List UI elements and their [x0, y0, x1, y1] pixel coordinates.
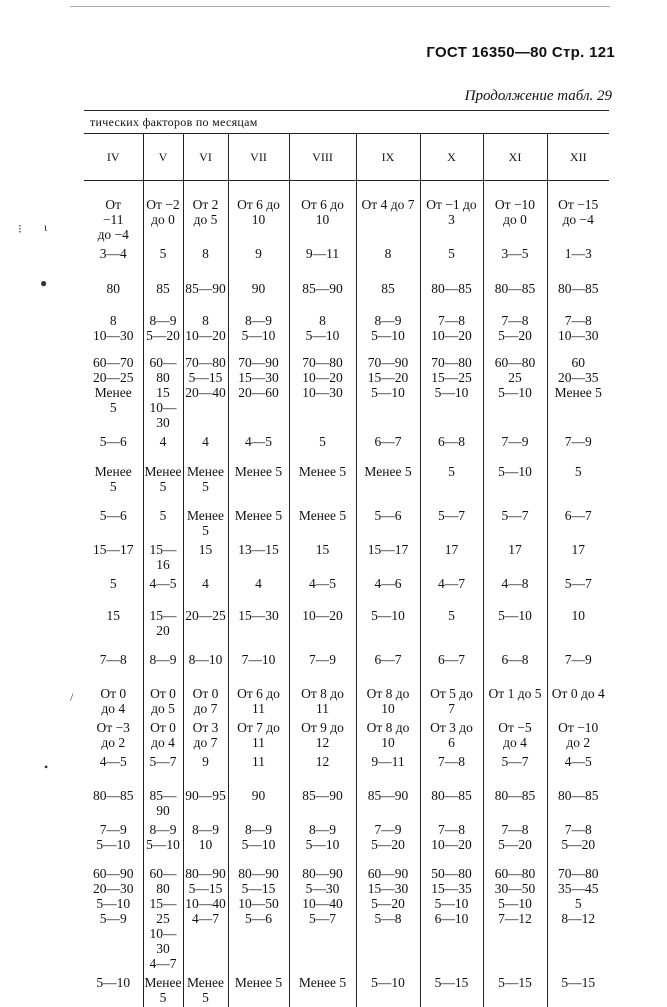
- table-cell: 5—15: [547, 971, 609, 1007]
- table-cell: 7—8 10—20: [420, 309, 483, 351]
- table-cell: От −3 до 2: [84, 716, 143, 750]
- table-cell: 4: [183, 430, 228, 460]
- table-cell: От 2 до 5: [183, 181, 228, 243]
- table-cell: От 1 до 5: [483, 682, 547, 716]
- table-row: [84, 971, 609, 1007]
- table-cell: 80—90 5—30 10—40 5—7: [289, 862, 356, 971]
- table-cell: Менее 5: [228, 460, 289, 504]
- table-cell: Менее 5: [228, 971, 289, 1007]
- table-cell: 4—5: [289, 572, 356, 604]
- month-header: V: [143, 134, 183, 181]
- table-cell: 8—9 5—10: [228, 309, 289, 351]
- month-header: X: [420, 134, 483, 181]
- table-cell: От 0 до 7: [183, 682, 228, 716]
- table-cell: 8—9 10: [183, 818, 228, 862]
- table-cell: 85—90: [356, 784, 420, 818]
- month-header: VII: [228, 134, 289, 181]
- table-cell: 5—15: [483, 971, 547, 1007]
- month-header: IX: [356, 134, 420, 181]
- table-cell: 17: [547, 538, 609, 572]
- table-cell: От 5 до 7: [420, 682, 483, 716]
- table-cell: 60—80 15—25 10—30 4—7: [143, 862, 183, 971]
- table-cell: 80—85: [420, 277, 483, 309]
- margin-mark: ι: [44, 220, 47, 235]
- table-cell: 5—6: [84, 504, 143, 538]
- table-cell: 9—11: [356, 750, 420, 784]
- table-cell: 5—10: [483, 604, 547, 648]
- table-cell: 5—6: [356, 504, 420, 538]
- table-cell: 4—7: [420, 572, 483, 604]
- table-row: [84, 277, 609, 309]
- table-cell: Менее 5: [183, 460, 228, 504]
- table-cell: 15: [84, 604, 143, 648]
- table-row: [84, 648, 609, 682]
- table-cell: 8: [356, 242, 420, 277]
- table-cell: 5—6: [84, 430, 143, 460]
- table-cell: 80—85: [547, 277, 609, 309]
- table-cell: 7—9: [483, 430, 547, 460]
- table-cell: 80: [84, 277, 143, 309]
- table-row: [84, 862, 609, 971]
- table-cell: 6—7: [356, 430, 420, 460]
- table-row: [84, 682, 609, 716]
- table-cell: 85—90: [289, 277, 356, 309]
- table-cell: От 8 до 10: [356, 682, 420, 716]
- table-cell: 9: [183, 750, 228, 784]
- table-row: [84, 430, 609, 460]
- table-cell: 60—80 30—50 5—10 7—12: [483, 862, 547, 971]
- table-cell: 4: [228, 572, 289, 604]
- table-cell: От 3 до 7: [183, 716, 228, 750]
- table-cell: Менее 5: [289, 504, 356, 538]
- table-cell: 7—10: [228, 648, 289, 682]
- table-cell: От 4 до 7: [356, 181, 420, 243]
- table-cell: От −5 до 4: [483, 716, 547, 750]
- table-cell: 85—90: [143, 784, 183, 818]
- table-row: [84, 818, 609, 862]
- table-cell: 5—10: [356, 971, 420, 1007]
- climate-factors-table: [84, 133, 609, 1007]
- table-row: [84, 181, 609, 243]
- table-row: [84, 784, 609, 818]
- table-cell: От 0 до 4: [143, 716, 183, 750]
- table-cell: 80—85: [547, 784, 609, 818]
- table-cell: 70—80 15—25 5—10: [420, 351, 483, 430]
- table-cell: 7—9 5—20: [356, 818, 420, 862]
- table-cell: От −1 до 3: [420, 181, 483, 243]
- table-cell: Менее 5: [289, 971, 356, 1007]
- month-header: VI: [183, 134, 228, 181]
- table-cell: 60—80 25 5—10: [483, 351, 547, 430]
- table-cell: 80—85: [483, 277, 547, 309]
- month-header: XI: [483, 134, 547, 181]
- table-cell: 8: [183, 242, 228, 277]
- table-cell: От 0 до 4: [84, 682, 143, 716]
- table-cell: 8—10: [183, 648, 228, 682]
- table-cell: 11: [228, 750, 289, 784]
- table-cell: 9: [228, 242, 289, 277]
- table-cell: 80—90 5—15 10—40 4—7: [183, 862, 228, 971]
- month-header: VIII: [289, 134, 356, 181]
- table-cell: 5: [547, 460, 609, 504]
- table-cell: 7—8: [420, 750, 483, 784]
- table-cell: От 8 до 10: [356, 716, 420, 750]
- table-cell: 90: [228, 277, 289, 309]
- table-cell: 8—9: [143, 648, 183, 682]
- table-cell: 8—9 5—10: [356, 309, 420, 351]
- table-cell: 5: [420, 604, 483, 648]
- table-cell: Менее 5: [143, 971, 183, 1007]
- table-caption: тических факторов по месяцам: [84, 111, 609, 133]
- page-edge-line: [70, 6, 610, 7]
- table-cell: 7—8 5—20: [547, 818, 609, 862]
- margin-mark: ●: [40, 276, 47, 291]
- table-row: [84, 572, 609, 604]
- table-cell: 15: [183, 538, 228, 572]
- table-cell: 80—85: [420, 784, 483, 818]
- table-cell: 5—10: [84, 971, 143, 1007]
- table-cell: 7—8: [84, 648, 143, 682]
- month-header: XII: [547, 134, 609, 181]
- table-cell: 60—90 20—30 5—10 5—9: [84, 862, 143, 971]
- table-cell: 10—20: [289, 604, 356, 648]
- table-cell: 5: [84, 572, 143, 604]
- table-cell: 4—5: [143, 572, 183, 604]
- table-cell: 70—80 10—20 10—30: [289, 351, 356, 430]
- table-row: [84, 604, 609, 648]
- table-cell: 20—25: [183, 604, 228, 648]
- table-cell: 5—15: [420, 971, 483, 1007]
- table-row: [84, 242, 609, 277]
- table-cell: 7—8 10—30: [547, 309, 609, 351]
- standard-number: ГОСТ 16350—80: [426, 44, 547, 61]
- table-row: [84, 750, 609, 784]
- table-cell: 60—70 20—25 Менее 5: [84, 351, 143, 430]
- table-cell: 80—85: [483, 784, 547, 818]
- table-cell: 4—5: [547, 750, 609, 784]
- table-cell: 15: [289, 538, 356, 572]
- table-cell: 90: [228, 784, 289, 818]
- table-cell: 6—8: [483, 648, 547, 682]
- page-number: Стр. 121: [552, 44, 615, 61]
- month-header: IV: [84, 134, 143, 181]
- table-cell: 8—9 5—10: [289, 818, 356, 862]
- table-cell: 4: [143, 430, 183, 460]
- table-cell: От −10 до 0: [483, 181, 547, 243]
- table-body: [84, 181, 609, 1007]
- table-row: [84, 716, 609, 750]
- table-cell: 5—7: [143, 750, 183, 784]
- table-cell: 5—7: [547, 572, 609, 604]
- table-cell: Менее 5: [143, 460, 183, 504]
- table-cell: 85: [356, 277, 420, 309]
- table-row: [84, 351, 609, 430]
- table-cell: Менее 5: [289, 460, 356, 504]
- table-cell: 7—9: [547, 648, 609, 682]
- table-cell: От −11 до −4: [84, 181, 143, 243]
- table-continuation-title: Продолжение табл. 29: [465, 88, 612, 105]
- table-cell: 6—7: [356, 648, 420, 682]
- table-cell: 5—10: [356, 604, 420, 648]
- table-cell: От 6 до 10: [289, 181, 356, 243]
- table-cell: 80—90 5—15 10—50 5—6: [228, 862, 289, 971]
- table-cell: 4—5: [84, 750, 143, 784]
- table-cell: 5: [143, 504, 183, 538]
- table-cell: 70—80 35—45 5 8—12: [547, 862, 609, 971]
- table-cell: 6—7: [547, 504, 609, 538]
- table-cell: От 7 до 11: [228, 716, 289, 750]
- table-cell: 15—17: [356, 538, 420, 572]
- table-row: [84, 504, 609, 538]
- table-cell: 7—8 5—20: [483, 818, 547, 862]
- table-cell: От 0 до 4: [547, 682, 609, 716]
- margin-mark: ⁝: [18, 222, 22, 237]
- table-cell: 85—90: [289, 784, 356, 818]
- table-cell: 3—4: [84, 242, 143, 277]
- table-cell: 7—8 5—20: [483, 309, 547, 351]
- table-cell: 8—9 5—10: [143, 818, 183, 862]
- table-cell: 70—90 15—20 5—10: [356, 351, 420, 430]
- table-cell: 15—17: [84, 538, 143, 572]
- table-row: [84, 538, 609, 572]
- month-header-row: [84, 134, 609, 181]
- table-cell: 12: [289, 750, 356, 784]
- table-cell: 4—8: [483, 572, 547, 604]
- page-header: [426, 44, 615, 61]
- table-cell: От 3 до 6: [420, 716, 483, 750]
- table-cell: 1—3: [547, 242, 609, 277]
- table-cell: Менее 5: [356, 460, 420, 504]
- table-cell: 8 10—30: [84, 309, 143, 351]
- table-cell: От 6 до 10: [228, 181, 289, 243]
- table-cell: От 0 до 5: [143, 682, 183, 716]
- climate-table-frame: [84, 110, 609, 1007]
- table-cell: От −15 до −4: [547, 181, 609, 243]
- table-cell: 7—8 10—20: [420, 818, 483, 862]
- table-cell: 5: [420, 460, 483, 504]
- table-cell: 13—15: [228, 538, 289, 572]
- table-cell: От −2 до 0: [143, 181, 183, 243]
- table-cell: Менее 5: [183, 504, 228, 538]
- table-cell: 9—11: [289, 242, 356, 277]
- table-cell: 8 10—20: [183, 309, 228, 351]
- table-row: [84, 460, 609, 504]
- table-cell: 85: [143, 277, 183, 309]
- table-cell: От −10 до 2: [547, 716, 609, 750]
- table-cell: 5: [289, 430, 356, 460]
- table-cell: 8—9 5—10: [228, 818, 289, 862]
- table-cell: 70—80 5—15 20—40: [183, 351, 228, 430]
- table-cell: 17: [420, 538, 483, 572]
- table-cell: 3—5: [483, 242, 547, 277]
- table-cell: 5: [420, 242, 483, 277]
- table-cell: 90—95: [183, 784, 228, 818]
- margin-mark: •: [44, 760, 48, 775]
- table-cell: 8 5—10: [289, 309, 356, 351]
- table-cell: 4: [183, 572, 228, 604]
- table-cell: 4—6: [356, 572, 420, 604]
- table-cell: 7—9: [547, 430, 609, 460]
- table-cell: 8—9 5—20: [143, 309, 183, 351]
- table-cell: 6—8: [420, 430, 483, 460]
- table-cell: 70—90 15—30 20—60: [228, 351, 289, 430]
- table-cell: 7—9: [289, 648, 356, 682]
- table-cell: 15—20: [143, 604, 183, 648]
- table-cell: 60 20—35 Менее 5: [547, 351, 609, 430]
- table-cell: 5—7: [483, 750, 547, 784]
- table-cell: 15—16: [143, 538, 183, 572]
- table-cell: От 9 до 12: [289, 716, 356, 750]
- table-cell: 5—7: [483, 504, 547, 538]
- table-cell: 80—85: [84, 784, 143, 818]
- table-cell: 4—5: [228, 430, 289, 460]
- table-cell: От 6 до 11: [228, 682, 289, 716]
- table-cell: 50—80 15—35 5—10 6—10: [420, 862, 483, 971]
- table-cell: Менее 5: [183, 971, 228, 1007]
- table-cell: 17: [483, 538, 547, 572]
- margin-mark: /: [70, 690, 73, 705]
- table-cell: Менее 5: [228, 504, 289, 538]
- table-cell: От 8 до 11: [289, 682, 356, 716]
- table-cell: Менее 5: [84, 460, 143, 504]
- table-row: [84, 309, 609, 351]
- table-cell: 15—30: [228, 604, 289, 648]
- table-cell: 5—10: [483, 460, 547, 504]
- table-cell: 5—7: [420, 504, 483, 538]
- table-cell: 7—9 5—10: [84, 818, 143, 862]
- table-cell: 10: [547, 604, 609, 648]
- table-cell: 85—90: [183, 277, 228, 309]
- table-cell: 60—90 15—30 5—20 5—8: [356, 862, 420, 971]
- table-cell: 5: [143, 242, 183, 277]
- table-cell: 60—80 15 10—30: [143, 351, 183, 430]
- table-cell: 6—7: [420, 648, 483, 682]
